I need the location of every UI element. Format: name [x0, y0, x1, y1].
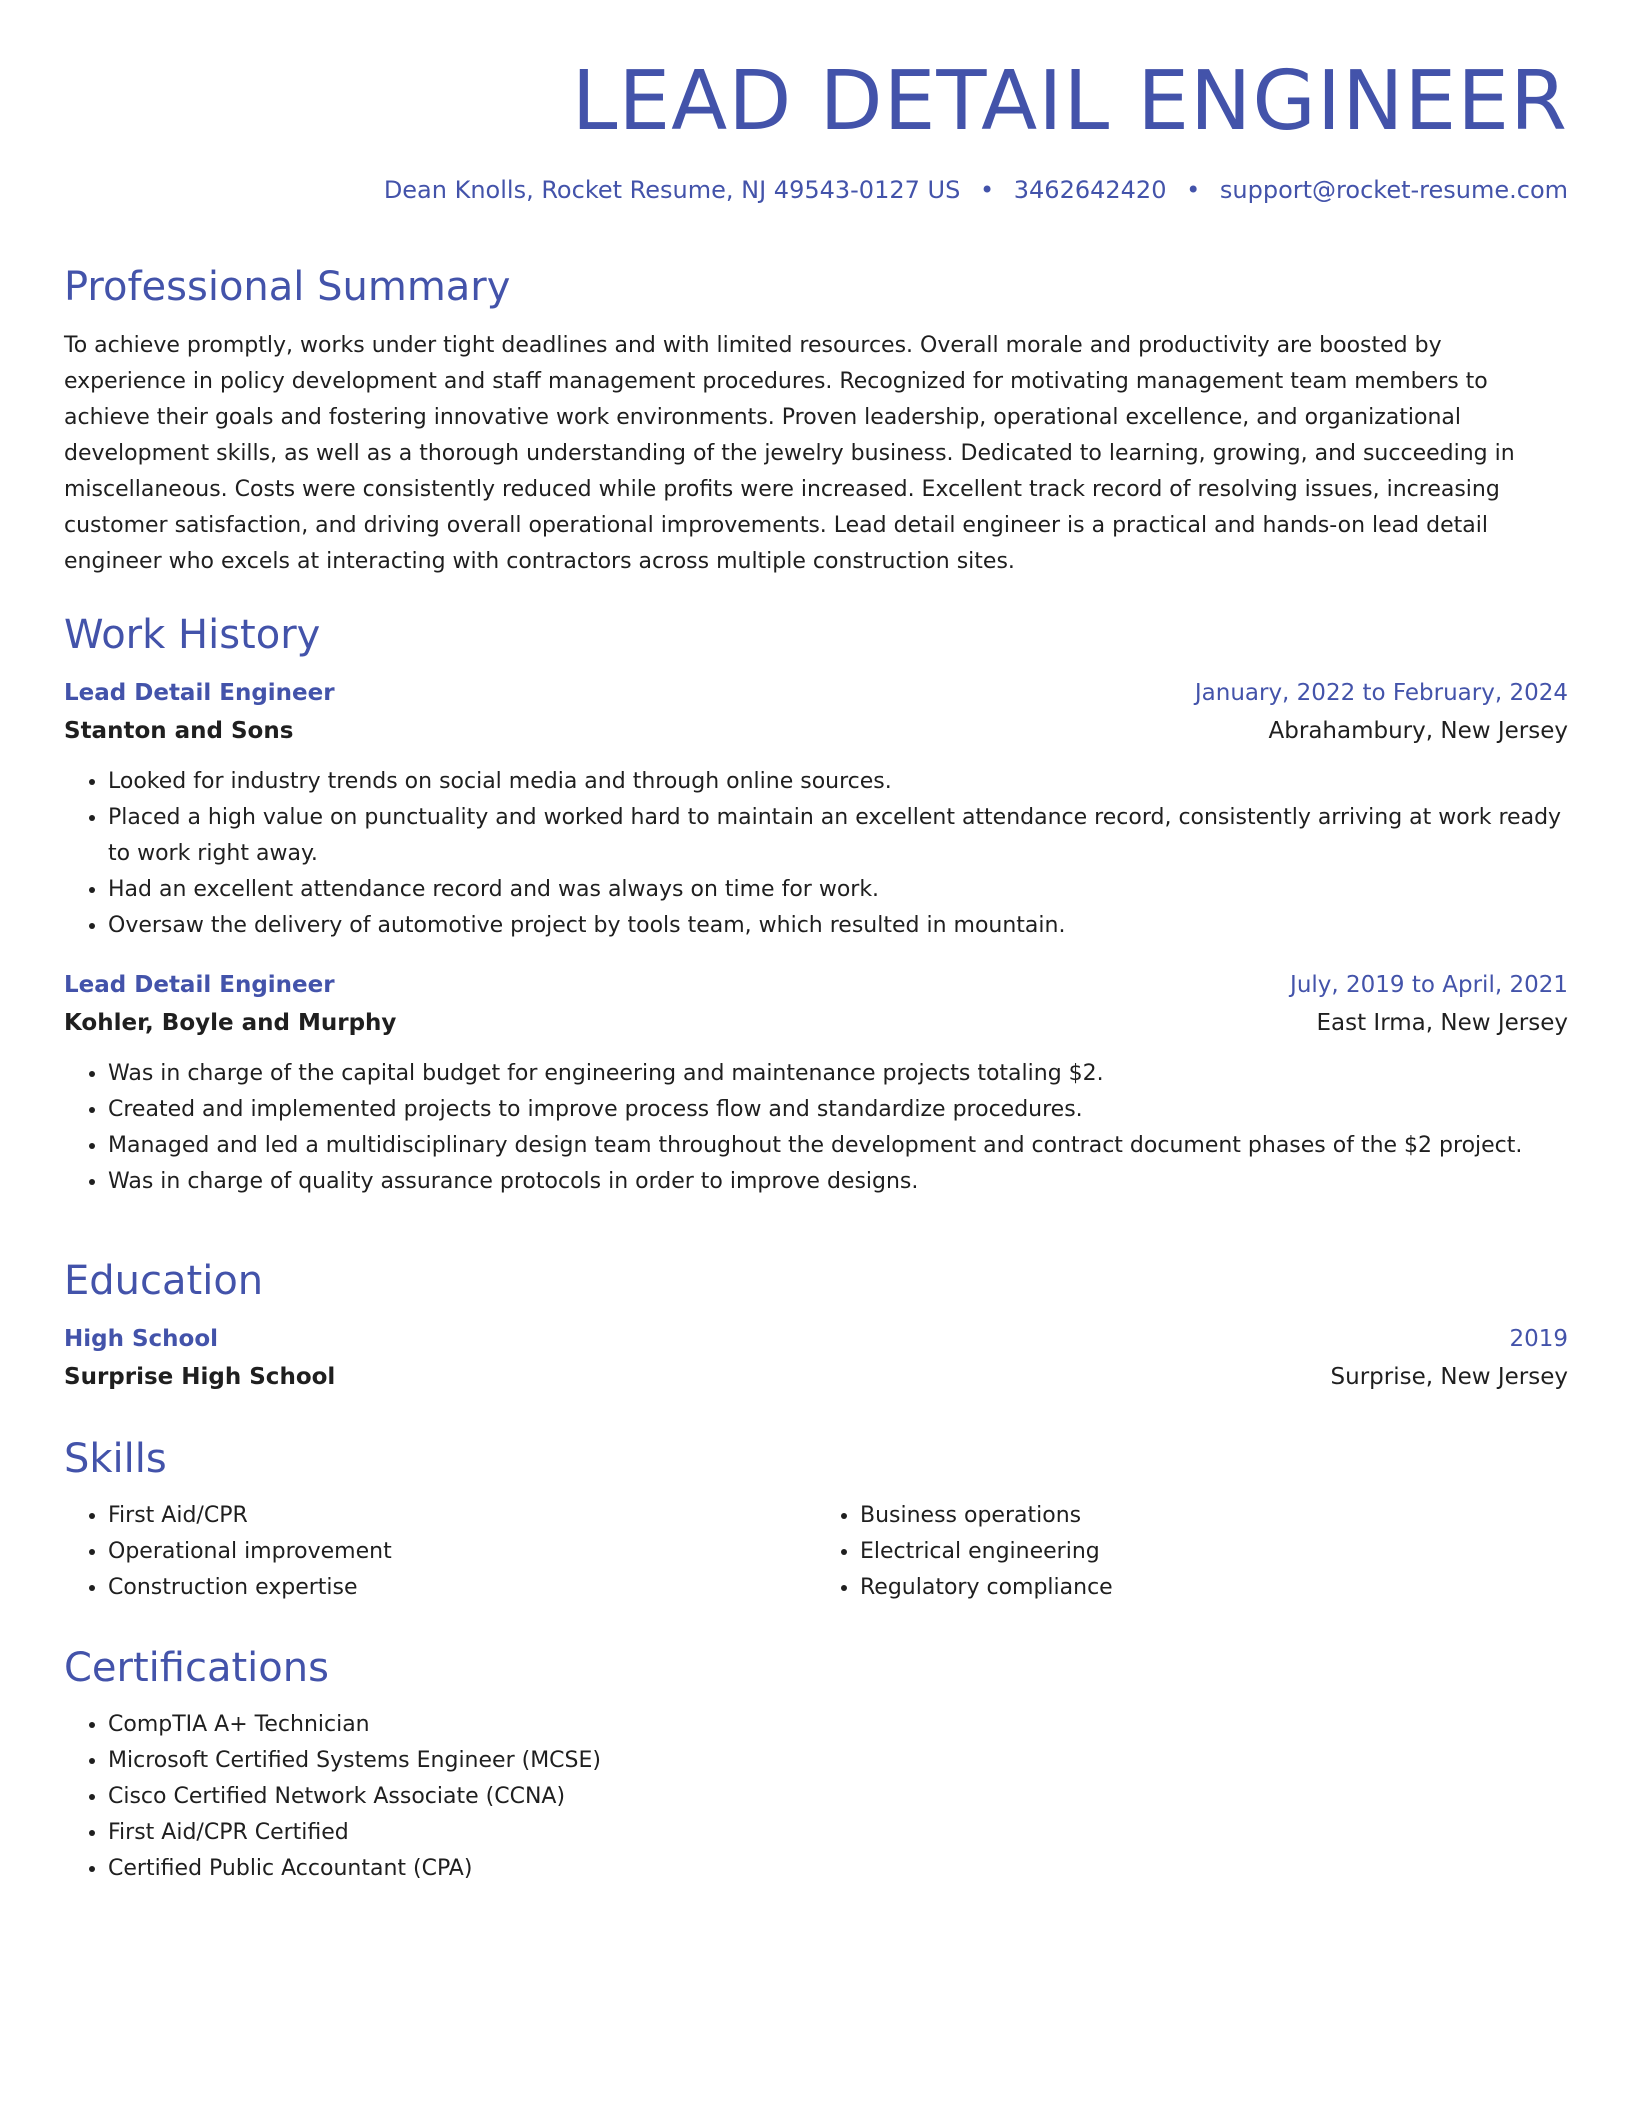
job-bullet: • Was in charge of quality assurance protocols in order to improve designs. — [108, 1164, 1568, 1200]
certifications-list — [64, 1707, 1568, 1887]
section-title-summary: Professional Summary — [64, 264, 511, 310]
job-bullet: • Managed and led a multidisciplinary design team throughout the development and contract document phases of the $2 project. — [108, 1128, 1568, 1164]
job-title: Lead Detail Engineer — [64, 972, 335, 998]
job-bullet-list — [64, 764, 1568, 944]
education-year: 2019 — [1509, 1326, 1568, 1352]
summary-section — [64, 262, 1568, 580]
contact-separator: • — [1186, 176, 1201, 204]
job-bullet: • Oversaw the delivery of automotive project by tools team, which resulted in mountain. — [108, 908, 1568, 944]
skills-section — [64, 1434, 1568, 1606]
certification-item: • Microsoft Certified Systems Engineer (MCSE) — [108, 1743, 1568, 1779]
skill-item: • Regulatory compliance — [860, 1570, 1568, 1606]
certification-item: • Cisco Certified Network Associate (CCNA) — [108, 1779, 1568, 1815]
contact-phone[interactable]: 3462642420 — [1013, 176, 1167, 204]
job-dates: July, 2019 to April, 2021 — [1290, 972, 1568, 998]
skill-item: • First Aid/CPR — [108, 1498, 816, 1534]
section-title-work-history: Work History — [64, 612, 321, 658]
education-location: Surprise, New Jersey — [1330, 1364, 1568, 1390]
certification-item: • Certified Public Accountant (CPA) — [108, 1851, 1568, 1887]
job-bullet: • Looked for industry trends on social media and through online sources. — [108, 764, 1568, 800]
job-company: Kohler, Boyle and Murphy — [64, 1010, 397, 1036]
contact-separator: • — [979, 176, 995, 204]
education-degree: High School — [64, 1326, 219, 1352]
summary-text: To achieve promptly, works under tight deadlines and with limited resources. Overall morale and productivity are boosted by experience in policy development and staff management procedures. Recognized for motivating management team members to achieve their goals and fostering innovative work environments. Proven leadership, operational excellence, and organizational development skills, as well as a thorough understanding of the jewelry business. Dedicated to learning, growing, and succeeding in miscellaneous. Costs were consistently reduced while profits were increased. Excellent track record of resolving issues, increasing customer satisfaction, and driving overall operational improvements. Lead detail engineer is a practical and hands-on lead detail engineer who excels at interacting with contractors across multiple construction sites. — [64, 333, 1515, 574]
education-section — [64, 1256, 1568, 1396]
contact-address: Dean Knolls, Rocket Resume, NJ 49543-0127 US — [383, 176, 961, 204]
certification-item: • First Aid/CPR Certified — [108, 1815, 1568, 1851]
job-company-row — [64, 1004, 1568, 1042]
resume-page — [64, 0, 1568, 1881]
job-title: Lead Detail Engineer — [64, 680, 335, 706]
job-dates: January, 2022 to February, 2024 — [1194, 680, 1568, 706]
education-header-row — [64, 1320, 1568, 1358]
contact-line — [64, 174, 1568, 206]
job-bullet: • Placed a high value on punctuality and worked hard to maintain an excellent attendance record, consistently arriving at work ready to work right away. — [108, 800, 1568, 872]
job-header-row — [64, 674, 1568, 712]
job-entry — [64, 674, 1568, 944]
skill-item: • Operational improvement — [108, 1534, 816, 1570]
skill-item: • Electrical engineering — [860, 1534, 1568, 1570]
education-school-row — [64, 1358, 1568, 1396]
job-bullet-list — [64, 1056, 1568, 1200]
skills-list-left — [64, 1498, 816, 1606]
resume-name-heading: LEAD DETAIL ENGINEER — [571, 54, 1568, 149]
job-location: Abrahambury, New Jersey — [1268, 718, 1568, 744]
job-bullet: • Created and implemented projects to improve process flow and standardize procedures. — [108, 1092, 1568, 1128]
education-school: Surprise High School — [64, 1364, 336, 1390]
contact-email[interactable]: support@rocket-resume.com — [1219, 176, 1568, 204]
certifications-section — [64, 1643, 1568, 1887]
job-bullet: • Was in charge of the capital budget for engineering and maintenance projects totaling $2. — [108, 1056, 1568, 1092]
skill-item: • Construction expertise — [108, 1570, 816, 1606]
certification-item: • CompTIA A+ Technician — [108, 1707, 1568, 1743]
section-title-skills: Skills — [64, 1436, 167, 1482]
job-company-row — [64, 712, 1568, 750]
job-header-row — [64, 966, 1568, 1004]
section-title-certifications: Certifications — [64, 1645, 329, 1691]
job-bullet: • Had an excellent attendance record and was always on time for work. — [108, 872, 1568, 908]
job-company: Stanton and Sons — [64, 718, 294, 744]
skill-item: • Business operations — [860, 1498, 1568, 1534]
skills-list-right — [816, 1498, 1568, 1606]
job-location: East Irma, New Jersey — [1316, 1010, 1568, 1036]
job-entry — [64, 966, 1568, 1200]
skills-columns — [64, 1498, 1568, 1606]
section-title-education: Education — [64, 1258, 264, 1304]
work-history-section — [64, 610, 1568, 1200]
